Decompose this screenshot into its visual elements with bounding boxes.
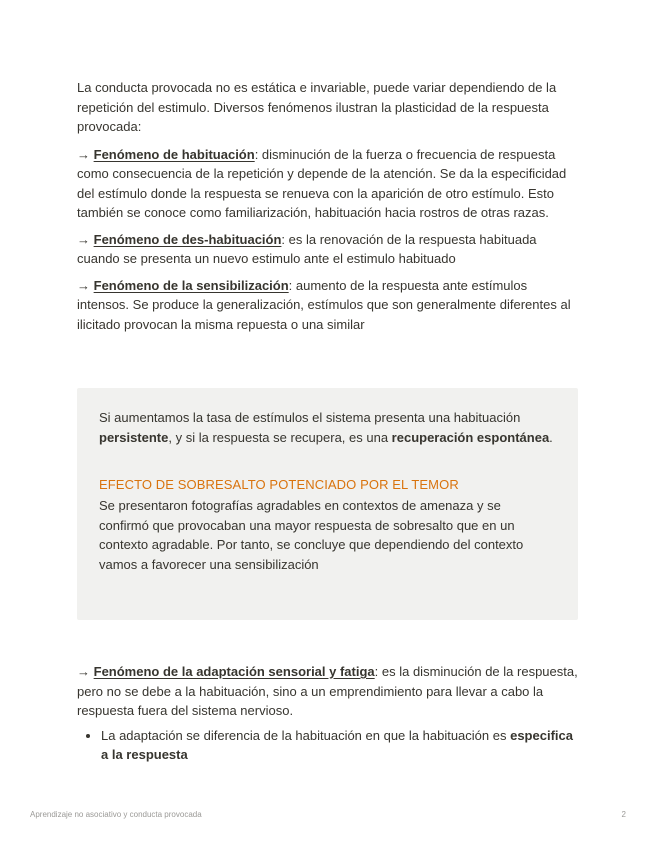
phenomenon-adaptation: [77, 662, 582, 721]
phenomenon-title: Fenómeno de la adaptación sensorial y fatiga: [93, 664, 375, 679]
callout-content: [99, 408, 554, 574]
callout-box: [77, 388, 578, 620]
list-item-text: La adaptación se diferencia de la habituación en que la habituación es: [101, 727, 511, 743]
callout-text: , y si la respuesta se recupera, es una: [168, 429, 392, 445]
callout-bold-persistente: persistente: [99, 429, 169, 445]
phenomenon-habituation: [77, 145, 582, 223]
phenomenon-title: Fenómeno de la sensibilización: [93, 277, 289, 293]
phenomenon-text: : aumento de la respuesta ante estímulos intensos. Se produce la generalización, estímulos que son generalmente diferentes al ilicitado provocan la misma repuesta o una similar: [77, 277, 571, 332]
phenomenon-text: : es la disminución de la respuesta, pero no se debe a la habituación, sino a un emprendimiento para llevar a cabo la respuesta fuera del sistema nervioso.: [77, 664, 578, 718]
phenomenon-text: : disminución de la fuerza o frecuencia de respuesta como consecuencia de la repetición y depende de la atención. Se da la especificidad del estímulo donde la respuesta se renueva con la aparición de otro estímulo. Esto también se conoce como familiarización, habituación hacia rostros de otras razas.: [77, 146, 567, 220]
arrow-icon: →: [77, 277, 90, 293]
callout-heading: EFECTO DE SOBRESALTO POTENCIADO POR EL TEMOR: [99, 477, 459, 492]
phenomenon-title: Fenómeno de des-habituación: [93, 231, 282, 247]
intro-paragraph: La conducta provocada no es estática e invariable, puede variar dependiendo de la repetición del estimulo. Diversos fenómenos ilustran la plasticidad de la respuesta provocada:: [77, 80, 557, 134]
list-item: [101, 726, 582, 765]
callout-text: Si aumentamos la tasa de estímulos el sistema presenta una habituación: [99, 410, 521, 425]
phenomenon-sensitization: [77, 276, 582, 335]
main-content: [77, 78, 582, 341]
phenomenon-text: : es la renovación de la respuesta habituada cuando se presenta un nuevo estimulo ante el estimulo habituado: [77, 231, 537, 266]
footer-title: Aprendizaje no asociativo y conducta provocada: [30, 810, 202, 819]
page-number: 2: [621, 810, 626, 819]
arrow-icon: →: [77, 146, 90, 162]
arrow-icon: →: [77, 231, 90, 247]
phenomenon-deshabituation: [77, 230, 582, 269]
callout-text: .: [549, 429, 553, 445]
bullet-list: [77, 726, 582, 765]
callout-paragraph-2: Se presentaron fotografías agradables en contextos de amenaza y se confirmó que provocaban una mayor respuesta de sobresalto que en un contexto agradable. Por tanto, se concluye que dependiendo del contexto vamos a favorecer una sensibilización: [99, 498, 524, 572]
list-item-bold: especifica a la respuesta: [101, 727, 573, 762]
phenomenon-title: Fenómeno de habituación: [93, 146, 255, 162]
callout-bold-recuperacion: recuperación espontánea: [391, 429, 550, 445]
arrow-icon: →: [77, 664, 90, 679]
adaptation-section: [77, 662, 582, 765]
callout-paragraph: [99, 408, 554, 447]
